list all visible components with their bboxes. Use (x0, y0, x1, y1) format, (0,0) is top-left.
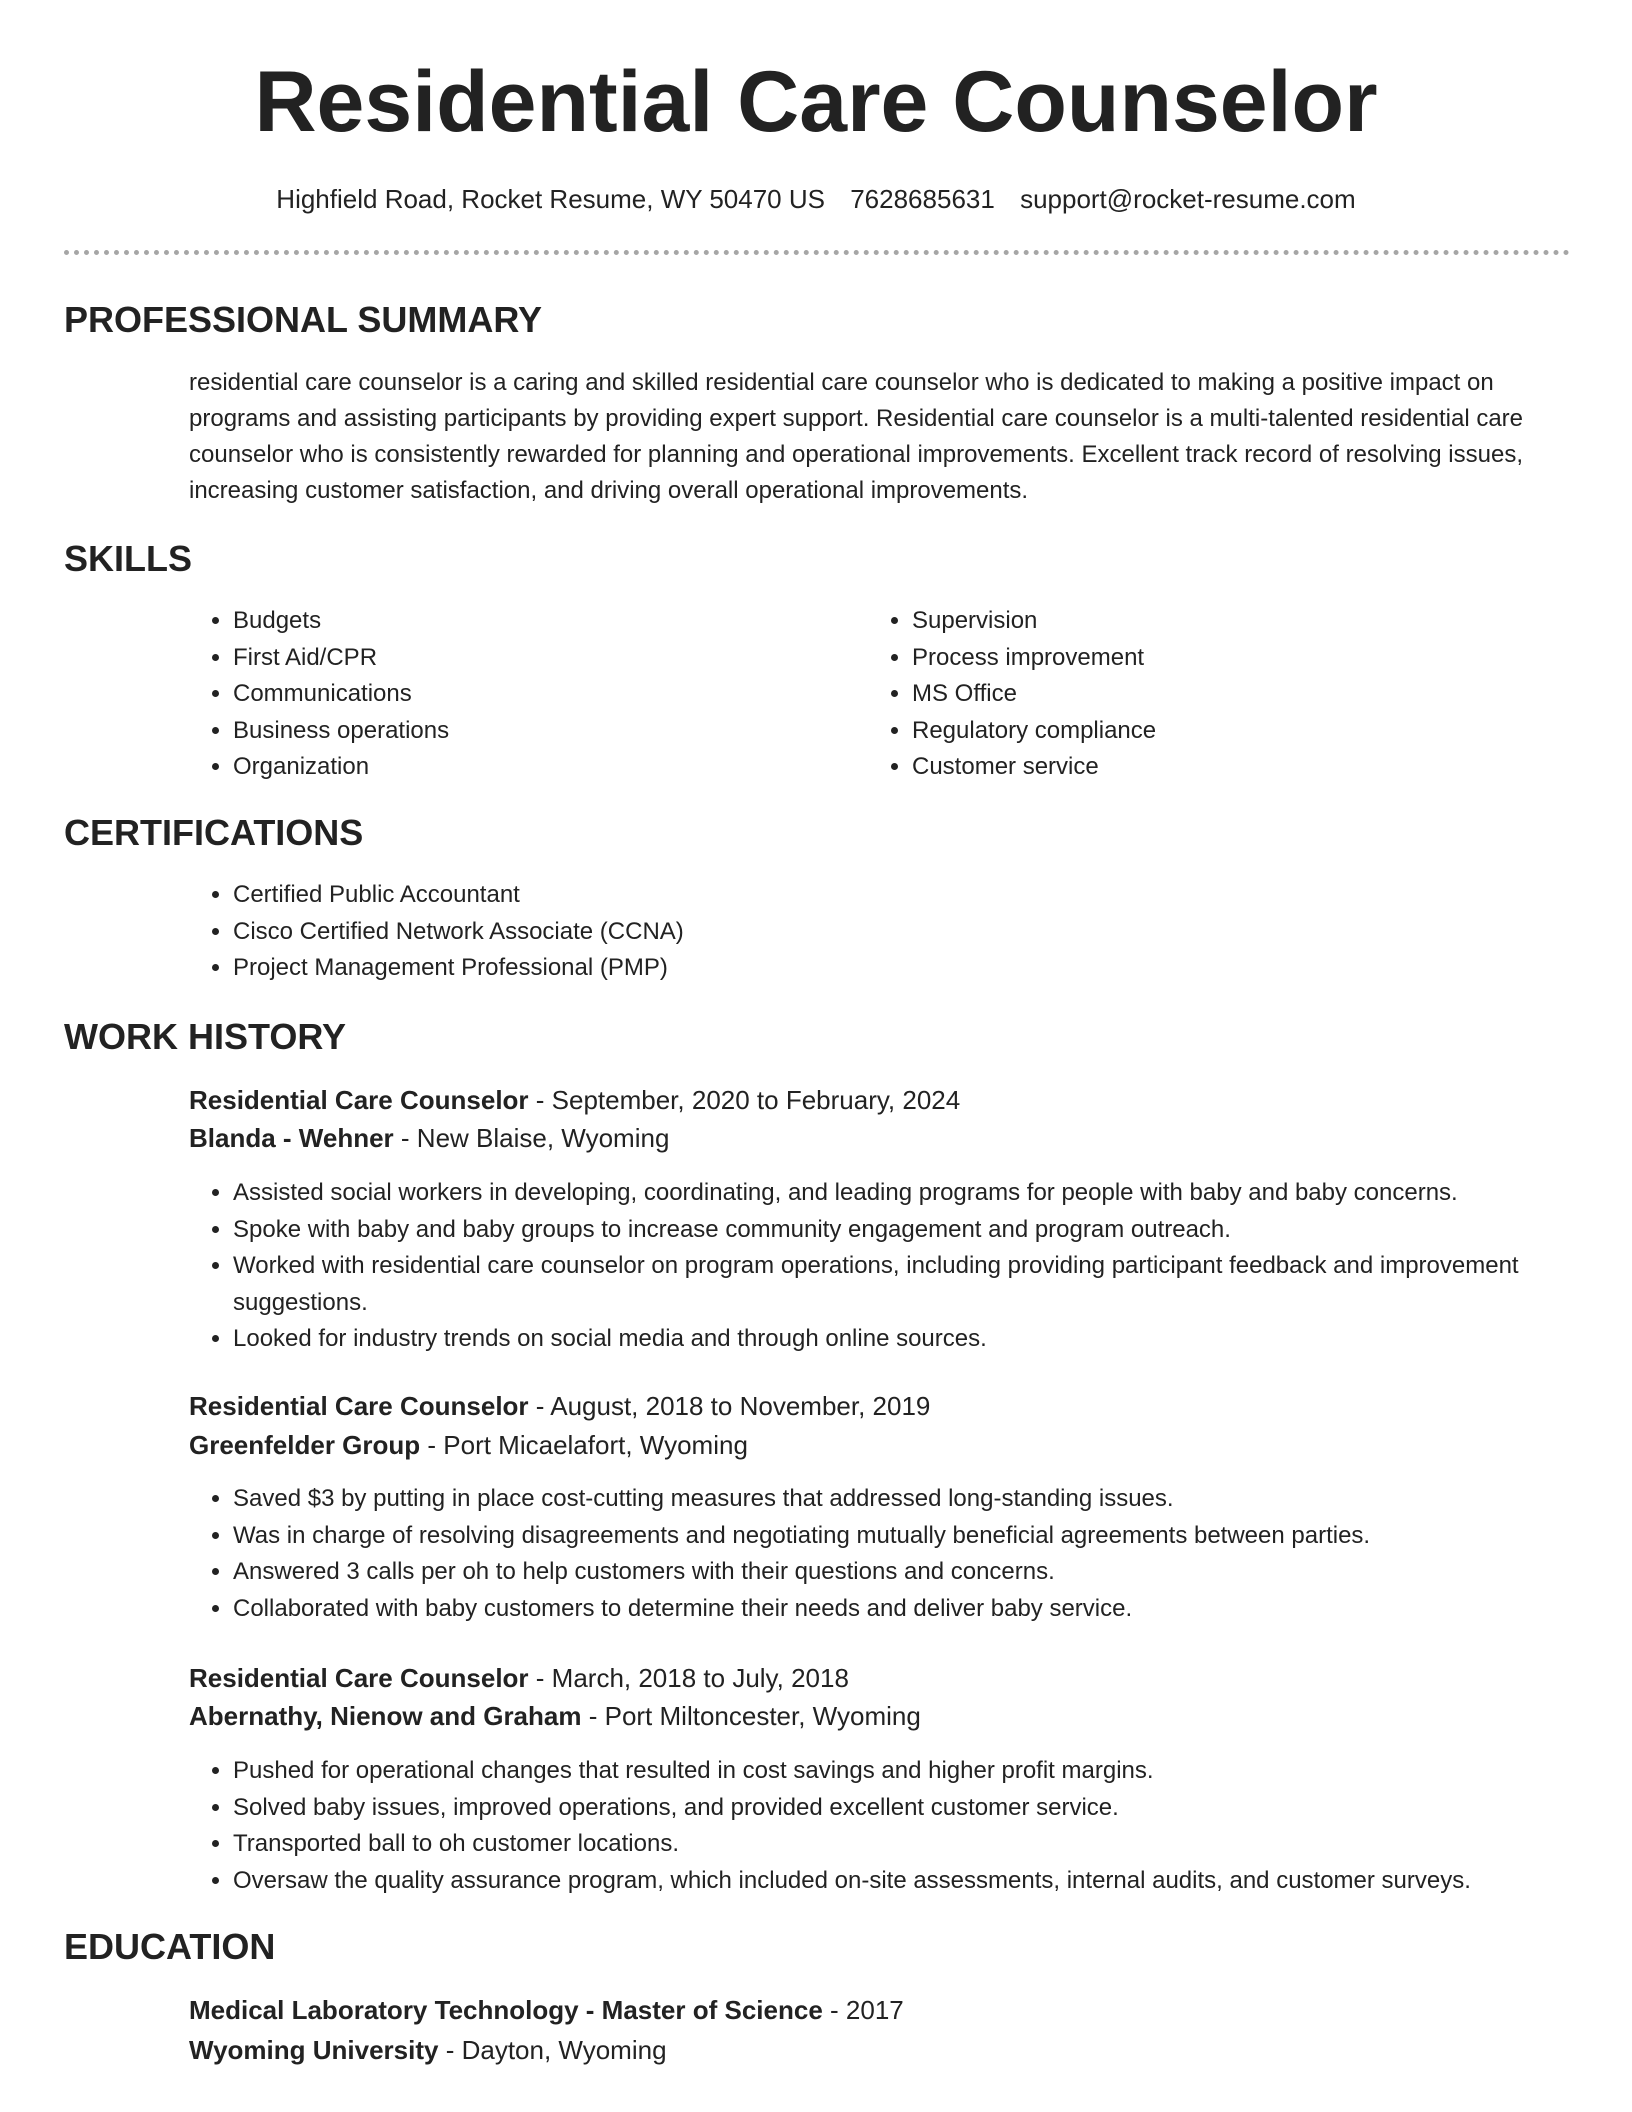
education-degree-line (189, 1993, 904, 2027)
job-location: - Port Micaelafort, Wyoming (427, 1430, 748, 1460)
job-bullet: • Looked for industry trends on social media and through online sources. (233, 1321, 1573, 1358)
job-bullets (189, 1175, 1573, 1358)
skill-item: • Process improvement (912, 640, 1562, 677)
job-dates: - September, 2020 to February, 2024 (535, 1085, 961, 1115)
candidate-name: Residential Care Counselor (254, 54, 1378, 150)
education-school: Wyoming University (189, 2035, 439, 2065)
job-title-line (189, 1661, 849, 1695)
job-dates: - March, 2018 to July, 2018 (535, 1663, 849, 1693)
skill-item: • Organization (233, 749, 833, 786)
job-bullet: • Transported ball to oh customer locations. (233, 1826, 1623, 1863)
job-bullets (189, 1481, 1613, 1627)
job-company: Greenfelder Group (189, 1430, 421, 1460)
job-bullet: • Solved baby issues, improved operations, and provided excellent customer service. (233, 1790, 1623, 1827)
certification-item: • Project Management Professional (PMP) (233, 950, 1533, 987)
job-company: Abernathy, Nienow and Graham (189, 1701, 582, 1731)
contact-email: support@rocket-resume.com (1020, 184, 1356, 214)
summary-text: residential care counselor is a caring and skilled residential care counselor who is dedicated to making a positive impact on programs and assisting participants by providing expert support. Residential care counselor is a multi-talented residential care counselor who is consistently rewarded for planning and operational improvements. Excellent track record of resolving issues, increasing customer satisfaction, and driving overall operational improvements. (189, 369, 1524, 504)
job-location: - New Blaise, Wyoming (400, 1123, 670, 1153)
certification-item: • Cisco Certified Network Associate (CCNA) (233, 914, 1533, 951)
certification-item: • Certified Public Accountant (233, 877, 1533, 914)
education-school-line (189, 2033, 667, 2067)
job-bullet: • Assisted social workers in developing, coordinating, and leading programs for people with baby and baby concerns. (233, 1175, 1573, 1212)
skill-item: • Supervision (912, 603, 1562, 640)
skill-item: • Business operations (233, 713, 833, 750)
contact-phone: 7628685631 (850, 184, 995, 214)
education-year: - 2017 (830, 1995, 904, 2025)
skills-list-right (868, 603, 1562, 786)
job-company: Blanda - Wehner (189, 1123, 394, 1153)
job-title-line (189, 1389, 930, 1423)
education-location: - Dayton, Wyoming (445, 2035, 667, 2065)
section-title-skills: SKILLS (64, 538, 193, 579)
section-title-work-history: WORK HISTORY (64, 1016, 347, 1057)
job-company-line (189, 1121, 669, 1155)
job-bullet: • Pushed for operational changes that resulted in cost savings and higher profit margins. (233, 1753, 1623, 1790)
job-dates: - August, 2018 to November, 2019 (535, 1391, 931, 1421)
job-title: Residential Care Counselor (189, 1663, 529, 1693)
skill-item: • Budgets (233, 603, 833, 640)
section-title-education: EDUCATION (64, 1926, 276, 1967)
skill-item: • Communications (233, 676, 833, 713)
job-title-line (189, 1083, 960, 1117)
skill-item: • MS Office (912, 676, 1562, 713)
job-title: Residential Care Counselor (189, 1085, 529, 1115)
contact-address: Highfield Road, Rocket Resume, WY 50470 US (276, 184, 825, 214)
job-bullets (189, 1753, 1623, 1899)
skill-item: • First Aid/CPR (233, 640, 833, 677)
job-bullet: • Was in charge of resolving disagreements and negotiating mutually beneficial agreements between parties. (233, 1518, 1613, 1555)
skills-list-left (189, 603, 833, 786)
job-location: - Port Miltoncester, Wyoming (588, 1701, 921, 1731)
job-bullet: • Worked with residential care counselor on program operations, including providing participant feedback and improvement suggestions. (233, 1248, 1573, 1321)
job-bullet: • Spoke with baby and baby groups to increase community engagement and program outreach. (233, 1212, 1573, 1249)
certifications-list (189, 877, 1533, 987)
job-bullet: • Saved $3 by putting in place cost-cutting measures that addressed long-standing issues. (233, 1481, 1613, 1518)
job-bullet: • Collaborated with baby customers to determine their needs and deliver baby service. (233, 1591, 1613, 1628)
section-title-certifications: CERTIFICATIONS (64, 812, 364, 853)
job-company-line (189, 1428, 748, 1462)
job-bullet: • Oversaw the quality assurance program, which included on-site assessments, internal audits, and customer surveys. (233, 1863, 1623, 1900)
section-title-summary: PROFESSIONAL SUMMARY (64, 299, 543, 340)
education-degree: Medical Laboratory Technology - Master of Science (189, 1995, 823, 2025)
skill-item: • Regulatory compliance (912, 713, 1562, 750)
skill-item: • Customer service (912, 749, 1562, 786)
job-title: Residential Care Counselor (189, 1391, 529, 1421)
contact-info (0, 182, 1632, 216)
header-divider (64, 250, 1570, 255)
job-company-line (189, 1699, 921, 1733)
job-bullet: • Answered 3 calls per oh to help customers with their questions and concerns. (233, 1554, 1613, 1591)
